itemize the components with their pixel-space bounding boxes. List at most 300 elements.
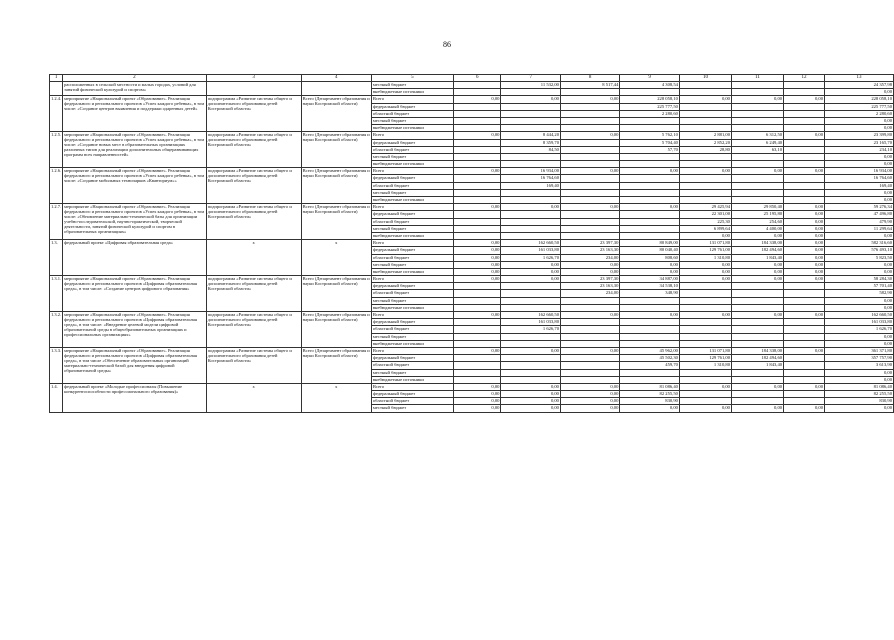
amount-cell xyxy=(560,340,619,347)
amount-cell: 0,00 xyxy=(453,96,501,103)
amount-cell xyxy=(784,182,825,189)
funding-source: внебюджетные источники xyxy=(371,232,453,239)
amount-cell xyxy=(679,103,731,110)
funding-source: внебюджетные источники xyxy=(371,268,453,275)
amount-cell xyxy=(731,89,783,96)
amount-cell xyxy=(731,110,783,117)
amount-cell xyxy=(501,117,561,124)
amount-cell: 57,70 xyxy=(620,146,680,153)
amount-cell xyxy=(620,319,680,326)
amount-cell: 808,60 xyxy=(620,254,680,261)
amount-cell xyxy=(679,290,731,297)
amount-cell: 228 058,10 xyxy=(620,96,680,103)
funding-source: областной бюджет xyxy=(371,110,453,117)
amount-cell xyxy=(784,398,825,405)
amount-cell: 34 887,00 xyxy=(620,276,680,283)
amount-cell: 1 310,80 xyxy=(679,362,731,369)
amount-cell xyxy=(679,297,731,304)
amount-cell xyxy=(560,103,619,110)
funding-source: Всего xyxy=(371,383,453,390)
amount-cell xyxy=(560,369,619,376)
row-program: подпрограмма «Развитие системы общего и дополнительного образования детей Костромской области» xyxy=(206,276,301,312)
funding-source: федеральный бюджет xyxy=(371,247,453,254)
amount-cell xyxy=(731,103,783,110)
amount-cell: 582 316,60 xyxy=(825,240,894,247)
amount-cell: 0,00 xyxy=(501,204,561,211)
row-description: мероприятие «Национальный проект «Образование». Реализация федерального и регионального проектов «Цифровая образовательная среда», в том числе: «Создание центров цифрового образования» xyxy=(63,276,207,312)
amount-cell xyxy=(453,89,501,96)
amount-cell xyxy=(784,103,825,110)
amount-cell: 23 397,30 xyxy=(560,276,619,283)
amount-cell xyxy=(784,333,825,340)
amount-cell xyxy=(679,82,731,89)
amount-cell: 234,00 xyxy=(560,290,619,297)
amount-cell: 0,00 xyxy=(560,168,619,175)
amount-cell xyxy=(620,326,680,333)
header-cell: 9 xyxy=(620,75,680,82)
amount-cell: 0,00 xyxy=(825,405,894,412)
row-executor: Всего (Департамент образования и науки Костромской области) xyxy=(301,132,371,168)
amount-cell: 0,00 xyxy=(620,168,680,175)
header-cell: 6 xyxy=(453,75,501,82)
amount-cell xyxy=(453,326,501,333)
amount-cell xyxy=(731,161,783,168)
amount-cell: 16 764,60 xyxy=(825,175,894,182)
row-executor: x xyxy=(301,383,371,412)
row-code: 1.4. xyxy=(50,383,63,412)
amount-cell: 162 660,50 xyxy=(825,312,894,319)
funding-source: местный бюджет xyxy=(371,333,453,340)
amount-cell xyxy=(560,319,619,326)
amount-cell xyxy=(620,153,680,160)
amount-cell xyxy=(453,139,501,146)
amount-cell xyxy=(453,103,501,110)
funding-source: областной бюджет xyxy=(371,362,453,369)
amount-cell xyxy=(560,139,619,146)
amount-cell: 129 761,00 xyxy=(679,355,731,362)
amount-cell: 161 033,80 xyxy=(825,319,894,326)
amount-cell xyxy=(784,82,825,89)
amount-cell: 4 308,54 xyxy=(620,82,680,89)
amount-cell xyxy=(731,369,783,376)
amount-cell: 182 494,60 xyxy=(731,247,783,254)
amount-cell xyxy=(501,161,561,168)
amount-cell xyxy=(679,369,731,376)
amount-cell: 0,00 xyxy=(731,383,783,390)
amount-cell xyxy=(501,110,561,117)
row-code: 1.2.4. xyxy=(50,96,63,132)
table-row xyxy=(50,347,894,354)
amount-cell: 830,90 xyxy=(825,398,894,405)
amount-cell xyxy=(560,232,619,239)
amount-cell xyxy=(560,225,619,232)
amount-cell xyxy=(501,376,561,383)
amount-cell xyxy=(731,304,783,311)
amount-cell: 0,00 xyxy=(620,268,680,275)
amount-cell xyxy=(501,340,561,347)
amount-cell: 161 033,80 xyxy=(501,319,561,326)
amount-cell xyxy=(679,376,731,383)
amount-cell xyxy=(679,283,731,290)
table-row xyxy=(50,132,894,139)
amount-cell: 29 425,94 xyxy=(679,204,731,211)
funding-source: внебюджетные источники xyxy=(371,376,453,383)
amount-cell: 0,00 xyxy=(784,268,825,275)
amount-cell xyxy=(731,297,783,304)
amount-cell xyxy=(784,362,825,369)
amount-cell: 2 881,00 xyxy=(679,132,731,139)
row-program: x xyxy=(206,383,301,412)
funding-source: Всего xyxy=(371,96,453,103)
row-program: подпрограмма «Развитие системы общего и дополнительного образования детей Костромской области» xyxy=(206,312,301,348)
amount-cell: 182 494,60 xyxy=(731,355,783,362)
amount-cell: 0,00 xyxy=(679,168,731,175)
amount-cell xyxy=(560,333,619,340)
table-row xyxy=(50,383,894,390)
row-code xyxy=(50,82,63,96)
amount-cell: 5 823,50 xyxy=(825,254,894,261)
funding-source: местный бюджет xyxy=(371,189,453,196)
amount-cell xyxy=(784,369,825,376)
amount-cell: 0,00 xyxy=(560,383,619,390)
amount-cell xyxy=(731,333,783,340)
amount-cell xyxy=(731,319,783,326)
row-program: подпрограмма «Развитие системы общего и дополнительного образования детей Костромской области» xyxy=(206,168,301,204)
amount-cell xyxy=(560,218,619,225)
row-description: расположенных в сельской местности и малых городах, условий для занятий физической культурой и спортом» xyxy=(63,82,207,96)
table-row xyxy=(50,204,894,211)
amount-cell xyxy=(620,297,680,304)
amount-cell xyxy=(620,369,680,376)
amount-cell: 34 538,10 xyxy=(620,283,680,290)
table-row xyxy=(50,240,894,247)
row-executor: Всего (Департамент образования и науки Костромской области) xyxy=(301,168,371,204)
funding-source: внебюджетные источники xyxy=(371,161,453,168)
amount-cell: 0,00 xyxy=(825,340,894,347)
amount-cell xyxy=(620,232,680,239)
amount-cell: 45 962,00 xyxy=(620,347,680,354)
amount-cell: 0,00 xyxy=(501,383,561,390)
amount-cell xyxy=(453,362,501,369)
amount-cell xyxy=(731,125,783,132)
amount-cell xyxy=(453,376,501,383)
funding-source: Всего xyxy=(371,312,453,319)
amount-cell: 0,00 xyxy=(679,232,731,239)
amount-cell: 0,00 xyxy=(731,168,783,175)
amount-cell: 0,00 xyxy=(560,204,619,211)
amount-cell: 131 071,80 xyxy=(679,347,731,354)
funding-source: местный бюджет xyxy=(371,117,453,124)
amount-cell: 0,00 xyxy=(453,398,501,405)
amount-cell: 6 312,50 xyxy=(731,132,783,139)
amount-cell: 254,60 xyxy=(731,218,783,225)
amount-cell xyxy=(679,326,731,333)
amount-cell xyxy=(560,197,619,204)
amount-cell: 5 762,10 xyxy=(620,132,680,139)
amount-cell: 11 299,64 xyxy=(825,225,894,232)
amount-cell xyxy=(560,161,619,168)
amount-cell xyxy=(560,117,619,124)
funding-source: местный бюджет xyxy=(371,261,453,268)
amount-cell xyxy=(620,125,680,132)
amount-cell xyxy=(731,153,783,160)
amount-cell: 16 934,00 xyxy=(825,168,894,175)
amount-cell: 29 850,40 xyxy=(731,204,783,211)
amount-cell: 58 284,30 xyxy=(825,276,894,283)
amount-cell xyxy=(784,319,825,326)
amount-cell: 0,00 xyxy=(679,383,731,390)
amount-cell: 0,00 xyxy=(501,268,561,275)
amount-cell: 129 761,00 xyxy=(679,247,731,254)
amount-cell: 0,00 xyxy=(825,261,894,268)
amount-cell: 0,00 xyxy=(731,276,783,283)
amount-cell: 0,00 xyxy=(731,96,783,103)
amount-cell xyxy=(453,355,501,362)
amount-cell: 0,00 xyxy=(453,132,501,139)
budget-table xyxy=(49,74,894,413)
row-code: 1.3.3. xyxy=(50,347,63,383)
amount-cell xyxy=(784,125,825,132)
amount-cell: 16 764,60 xyxy=(501,175,561,182)
amount-cell: 82 255,50 xyxy=(620,391,680,398)
amount-cell: 0,00 xyxy=(501,347,561,354)
amount-cell xyxy=(784,197,825,204)
amount-cell: 184 338,00 xyxy=(731,347,783,354)
funding-source: внебюджетные источники xyxy=(371,89,453,96)
funding-source: федеральный бюджет xyxy=(371,391,453,398)
amount-cell xyxy=(501,290,561,297)
row-executor: Всего (Департамент образования и науки Костромской области) xyxy=(301,312,371,348)
amount-cell: 0,00 xyxy=(501,405,561,412)
amount-cell: 0,00 xyxy=(784,232,825,239)
amount-cell xyxy=(560,326,619,333)
funding-source: внебюджетные источники xyxy=(371,197,453,204)
amount-cell: 0,00 xyxy=(784,240,825,247)
amount-cell xyxy=(501,218,561,225)
amount-cell xyxy=(501,125,561,132)
amount-cell xyxy=(731,182,783,189)
amount-cell: 0,00 xyxy=(679,405,731,412)
amount-cell xyxy=(453,211,501,218)
funding-source: областной бюджет xyxy=(371,146,453,153)
amount-cell xyxy=(731,376,783,383)
amount-cell xyxy=(731,189,783,196)
amount-cell: 0,00 xyxy=(784,218,825,225)
amount-cell xyxy=(453,182,501,189)
amount-cell xyxy=(731,391,783,398)
table-row xyxy=(50,96,894,103)
amount-cell: 0,00 xyxy=(620,204,680,211)
amount-cell: 357 757,90 xyxy=(825,355,894,362)
amount-cell: 459,70 xyxy=(620,362,680,369)
amount-cell: 80 849,00 xyxy=(620,240,680,247)
amount-cell: 225 777,50 xyxy=(620,103,680,110)
amount-cell: 23 397,30 xyxy=(560,240,619,247)
funding-source: Всего xyxy=(371,347,453,354)
amount-cell: 0,00 xyxy=(453,347,501,354)
amount-cell: 830,90 xyxy=(620,398,680,405)
amount-cell xyxy=(784,290,825,297)
amount-cell: 81 086,40 xyxy=(620,383,680,390)
amount-cell: 0,00 xyxy=(784,168,825,175)
row-description: федеральный проект «Цифровая образовательная среда» xyxy=(63,240,207,276)
amount-cell: 0,00 xyxy=(560,312,619,319)
amount-cell: 2 852,20 xyxy=(679,139,731,146)
amount-cell xyxy=(679,117,731,124)
amount-cell xyxy=(620,197,680,204)
amount-cell xyxy=(784,355,825,362)
amount-cell xyxy=(784,326,825,333)
amount-cell: 0,00 xyxy=(560,268,619,275)
amount-cell xyxy=(784,391,825,398)
amount-cell xyxy=(560,189,619,196)
funding-source: федеральный бюджет xyxy=(371,175,453,182)
row-executor: x xyxy=(301,240,371,276)
funding-source: Всего xyxy=(371,204,453,211)
amount-cell: 161 033,80 xyxy=(501,247,561,254)
amount-cell: 228 058,10 xyxy=(825,96,894,103)
funding-source: областной бюджет xyxy=(371,254,453,261)
amount-cell xyxy=(620,225,680,232)
amount-cell: 0,00 xyxy=(825,197,894,204)
amount-cell xyxy=(501,355,561,362)
header-cell: 1 xyxy=(50,75,63,82)
row-program: подпрограмма «Развитие системы общего и дополнительного образования детей Костромской области» xyxy=(206,132,301,168)
amount-cell: 0,00 xyxy=(825,153,894,160)
amount-cell xyxy=(453,197,501,204)
amount-cell: 0,00 xyxy=(560,261,619,268)
amount-cell xyxy=(679,398,731,405)
amount-cell xyxy=(560,355,619,362)
amount-cell xyxy=(784,175,825,182)
amount-cell xyxy=(620,175,680,182)
amount-cell: 169,40 xyxy=(501,182,561,189)
amount-cell: 0,00 xyxy=(453,240,501,247)
amount-cell: 0,00 xyxy=(825,333,894,340)
amount-cell: 348,90 xyxy=(620,290,680,297)
amount-cell: 162 660,50 xyxy=(501,240,561,247)
amount-cell: 63,10 xyxy=(731,146,783,153)
table-row xyxy=(50,168,894,175)
funding-source: федеральный бюджет xyxy=(371,211,453,218)
amount-cell xyxy=(453,110,501,117)
amount-cell: 0,00 xyxy=(560,347,619,354)
amount-cell: 0,00 xyxy=(620,405,680,412)
amount-cell xyxy=(620,117,680,124)
amount-cell xyxy=(501,211,561,218)
amount-cell: 23 163,30 xyxy=(560,283,619,290)
funding-source: федеральный бюджет xyxy=(371,103,453,110)
row-program: x xyxy=(206,240,301,276)
amount-cell: 0,00 xyxy=(679,268,731,275)
amount-cell: 0,00 xyxy=(784,312,825,319)
amount-cell: 0,00 xyxy=(453,312,501,319)
funding-source: местный бюджет xyxy=(371,153,453,160)
amount-cell: 6 249,40 xyxy=(731,139,783,146)
funding-source: областной бюджет xyxy=(371,218,453,225)
funding-source: Всего xyxy=(371,240,453,247)
amount-cell: 80 040,40 xyxy=(620,247,680,254)
amount-cell: 0,00 xyxy=(825,232,894,239)
amount-cell: 0,00 xyxy=(784,383,825,390)
amount-cell: 162 660,50 xyxy=(501,312,561,319)
row-program: подпрограмма «Развитие системы общего и дополнительного образования детей Костромской области» xyxy=(206,96,301,132)
amount-cell xyxy=(501,297,561,304)
amount-cell xyxy=(453,82,501,89)
row-executor: Всего (Департамент образования и науки Костромской области) xyxy=(301,347,371,383)
amount-cell: 24 357,98 xyxy=(825,82,894,89)
amount-cell xyxy=(784,189,825,196)
row-description: мероприятие «Национальный проект «Образование». Реализация федерального и регионального проектов «Успех каждого ребенка», в том числе: «Обновление материально-технической базы для организации учебно-исследовательской, научно-практической, творческой деятельности, занятий физической культурой и спортом в образовательных организациях» xyxy=(63,204,207,240)
amount-cell xyxy=(679,110,731,117)
row-description: федеральный проект «Молодые профессионалы (Повышение конкурентоспособности профессионального образования)» xyxy=(63,383,207,412)
header-cell: 11 xyxy=(731,75,783,82)
amount-cell xyxy=(679,333,731,340)
amount-cell: 0,00 xyxy=(825,125,894,132)
amount-cell xyxy=(501,103,561,110)
amount-cell xyxy=(679,189,731,196)
amount-cell: 0,00 xyxy=(784,405,825,412)
amount-cell xyxy=(501,197,561,204)
amount-cell: 0,00 xyxy=(731,312,783,319)
amount-cell: 0,00 xyxy=(784,96,825,103)
amount-cell: 0,00 xyxy=(731,268,783,275)
amount-cell xyxy=(501,369,561,376)
header-cell: 7 xyxy=(501,75,561,82)
amount-cell xyxy=(784,283,825,290)
amount-cell: 8 444,20 xyxy=(501,132,561,139)
amount-cell xyxy=(453,304,501,311)
amount-cell: 1 843,40 xyxy=(731,254,783,261)
funding-source: федеральный бюджет xyxy=(371,283,453,290)
amount-cell: 47 496,80 xyxy=(825,211,894,218)
amount-cell: 8 517,44 xyxy=(560,82,619,89)
amount-cell xyxy=(731,326,783,333)
header-cell: 13 xyxy=(825,75,894,82)
amount-cell: 25 195,80 xyxy=(731,211,783,218)
amount-cell xyxy=(620,333,680,340)
amount-cell: 0,00 xyxy=(501,261,561,268)
amount-cell: 0,00 xyxy=(784,347,825,354)
amount-cell: 45 502,30 xyxy=(620,355,680,362)
amount-cell: 0,00 xyxy=(679,261,731,268)
amount-cell xyxy=(453,117,501,124)
header-cell: 5 xyxy=(371,75,453,82)
amount-cell xyxy=(560,125,619,132)
amount-cell: 2 280,60 xyxy=(620,110,680,117)
amount-cell xyxy=(679,304,731,311)
amount-cell xyxy=(731,290,783,297)
amount-cell xyxy=(731,283,783,290)
funding-source: внебюджетные источники xyxy=(371,304,453,311)
row-description: мероприятие «Национальный проект «Образование». Реализация федерального и регионального проектов «Успех каждого ребенка», в том числе: «Создание новых мест в образовательных организациях различных типов для реализации дополнительных общеразвивающих программ всех направленностей» xyxy=(63,132,207,168)
amount-cell: 1 843,40 xyxy=(731,362,783,369)
amount-cell: 0,00 xyxy=(620,261,680,268)
amount-cell xyxy=(679,197,731,204)
amount-cell xyxy=(501,153,561,160)
funding-source: местный бюджет xyxy=(371,297,453,304)
amount-cell xyxy=(453,218,501,225)
funding-source: местный бюджет xyxy=(371,405,453,412)
funding-source: областной бюджет xyxy=(371,182,453,189)
amount-cell: 0,00 xyxy=(825,369,894,376)
amount-cell: 0,00 xyxy=(453,204,501,211)
amount-cell: 0,00 xyxy=(501,391,561,398)
amount-cell: 82 255,50 xyxy=(825,391,894,398)
amount-cell: 2 280,60 xyxy=(825,110,894,117)
amount-cell xyxy=(453,333,501,340)
amount-cell: 22 301,00 xyxy=(679,211,731,218)
